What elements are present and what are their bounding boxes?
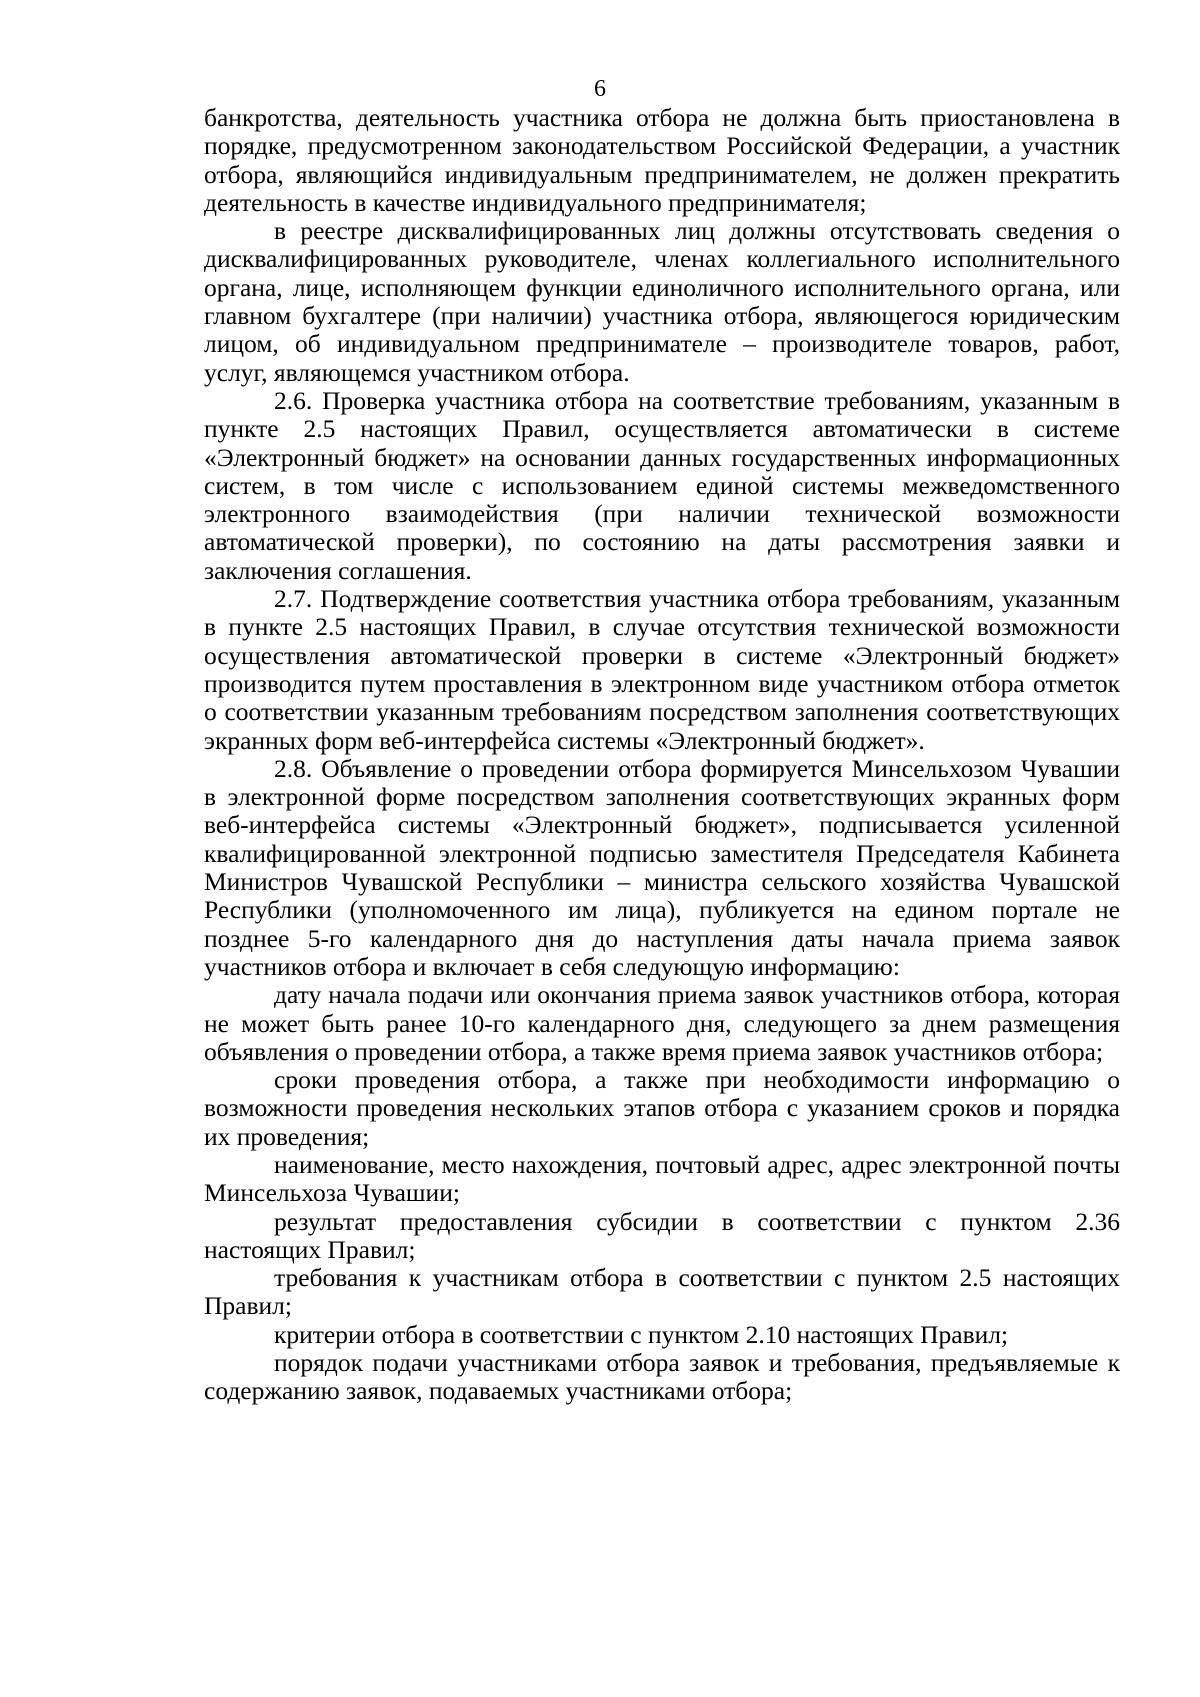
paragraph-2-8: 2.8. Объявление о проведении отбора формируется Минсельхозом Чувашии в электронной форме посредством заполнения соответствующих экранных форм веб-интерфейса системы «Электронный бюджет», подписывается усиленной квалифицированной электронной подписью заместителя Председателя Кабинета Министров Чувашской Республики – министра сельского хозяйства Чувашской Республики (уполномоченного им лица), публикуется на едином портале не позднее 5-го календарного дня до наступления даты начала приема заявок участников отбора и включает в себя следующую информацию: bbox=[204, 753, 1120, 981]
list-item-selection-terms: сроки проведения отбора, а также при необходимости информацию о возможности проведения нескольких этапов отбора с указанием сроков и порядка их проведения; bbox=[204, 1065, 1120, 1151]
paragraph-2-6: 2.6. Проверка участника отбора на соответствие требованиям, указанным в пункте 2.5 настоящих Правил, осуществляется автоматически в системе «Электронный бюджет» на основании данных государственных информационных систем, в том числе с использованием единой системы межведомственного электронного взаимодействия (при наличии технической возможности автоматической проверки), по состоянию на даты рассмотрения заявки и заключения соглашения. bbox=[204, 385, 1120, 585]
paragraph-continuation: банкротства, деятельность участника отбора не должна быть приостановлена в порядке, предусмотренном законодательством Российской Федерации, а участник отбора, являющийся индивидуальным предпринимателем, не должен прекратить деятельность в качестве индивидуального предпринимателя; bbox=[204, 103, 1120, 217]
list-item-application-procedure: порядок подачи участниками отбора заявок и требования, предъявляемые к содержанию заявок, подаваемых участниками отбора; bbox=[204, 1348, 1120, 1406]
page-number: 6 bbox=[594, 76, 606, 102]
list-item-selection-criteria: критерии отбора в соответствии с пунктом 2.10 настоящих Правил; bbox=[274, 1319, 1009, 1349]
paragraph-disqualified-registry: в реестре дисквалифицированных лиц должны отсутствовать сведения о дисквалифицированных руководителе, членах коллегиального исполнительного органа, лице, исполняющем функции единоличного исполнительного органа, или главном бухгалтере (при наличии) участника отбора, являющегося юридическим лицом, об индивидуальном предпринимателе – производителе товаров, работ, услуг, являющемся участником отбора. bbox=[204, 216, 1120, 387]
list-item-subsidy-result: результат предоставления субсидии в соответствии с пунктом 2.36 настоящих Правил; bbox=[204, 1206, 1120, 1264]
document-body bbox=[204, 104, 1120, 1406]
paragraph-2-7: 2.7. Подтверждение соответствия участника отбора требованиям, указанным в пункте 2.5 настоящих Правил, в случае отсутствия технической возможности осуществления автоматической проверки в системе «Электронный бюджет» производится путем проставления в электронном виде участником отбора отметок о соответствии указанным требованиям посредством заполнения соответствующих экранных форм веб-интерфейса системы «Электронный бюджет». bbox=[204, 584, 1120, 755]
list-item-participant-requirements: требования к участникам отбора в соответствии с пунктом 2.5 настоящих Правил; bbox=[204, 1263, 1120, 1321]
list-item-application-dates: дату начала подачи или окончания приема заявок участников отбора, которая не может быть ранее 10-го календарного дня, следующего за днем размещения объявления о проведении отбора, а также время приема заявок участников отбора; bbox=[204, 980, 1120, 1066]
list-item-ministry-contacts: наименование, место нахождения, почтовый адрес, адрес электронной почты Минсельхоза Чувашии; bbox=[204, 1149, 1120, 1208]
